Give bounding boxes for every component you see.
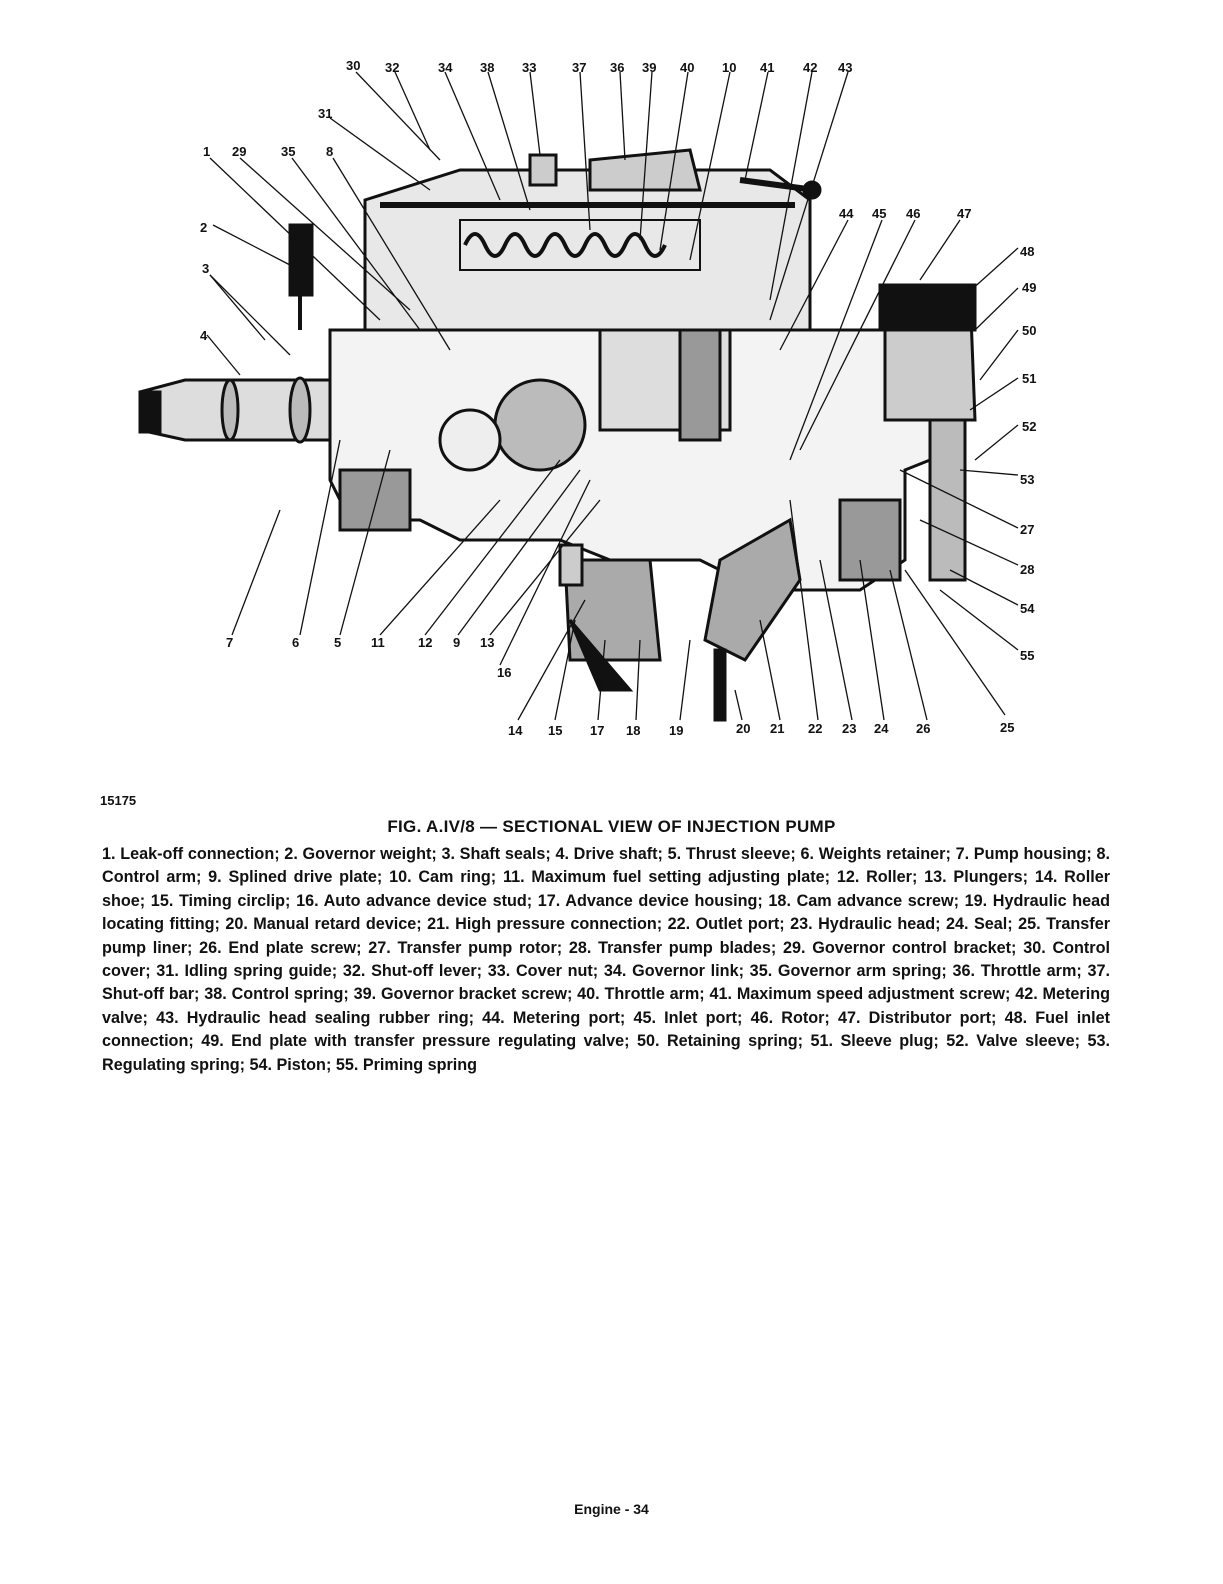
callout-31: 31 [318, 106, 333, 121]
callout-44: 44 [839, 206, 854, 221]
callout-42: 42 [803, 60, 818, 75]
callout-43: 43 [838, 60, 853, 75]
callout-36: 36 [610, 60, 625, 75]
callout-39: 39 [642, 60, 657, 75]
callout-10: 10 [722, 60, 737, 75]
callout-8: 8 [326, 144, 334, 159]
callout-23: 23 [842, 721, 857, 736]
callout-2: 2 [200, 220, 208, 235]
figure-caption-legend: 1. Leak-off connection; 2. Governor weight; 3. Shaft seals; 4. Drive shaft; 5. Thrust sleeve; 6. Weights retainer; 7. Pump housing; 8. Control arm; 9. Splined drive plate; 10. Cam ring; 11. Maximum fuel setting adjusting plate; 12. Roller; 13. Plungers; 14. Roller shoe; 15. Timing circlip; 16. Auto advance device stud; 17. Advance device housing; 18. Cam advance screw; 19. Hydraulic head locating fitting; 20. Manual retard device; 21. High pressure connection; 22. Outlet port; 23. Hydraulic head; 24. Seal; 25. Transfer pump liner; 26. End plate screw; 27. Transfer pump rotor; 28. Transfer pump blades; 29. Governor control bracket; 30. Control cover; 31. Idling spring guide; 32. Shut-off lever; 33. Cover nut; 34. Governor link; 35. Governor arm spring; 36. Throttle arm; 37. Shut-off bar; 38. Control spring; 39. Governor bracket screw; 40. Throttle arm; 41. Maximum speed adjustment screw; 42. Metering valve; 43. Hydraulic head sealing rubber ring; 44. Metering port; 45. Inlet port; 46. Rotor; 47. Distributor port; 48. Fuel inlet connection; 49. End plate with transfer pressure regulating valve; 50. Retaining spring; 51. Sleeve plug; 52. Valve sleeve; 53. Regulating spring; 54. Piston; 55. Priming spring [102, 845, 1110, 1074]
callout-15: 15 [548, 723, 563, 738]
callout-3: 3 [202, 261, 210, 276]
callout-50: 50 [1022, 323, 1037, 338]
callout-48: 48 [1020, 244, 1035, 259]
callout-18: 18 [626, 723, 641, 738]
callout-1: 1 [203, 144, 211, 159]
callout-20: 20 [736, 721, 751, 736]
callout-9: 9 [453, 635, 461, 650]
callout-21: 21 [770, 721, 785, 736]
callout-32: 32 [385, 60, 400, 75]
callout-19: 19 [669, 723, 684, 738]
callout-40: 40 [680, 60, 695, 75]
callout-17: 17 [590, 723, 605, 738]
callout-29: 29 [232, 144, 247, 159]
callout-41: 41 [760, 60, 775, 75]
callout-54: 54 [1020, 601, 1035, 616]
callout-49: 49 [1022, 280, 1037, 295]
callout-37: 37 [572, 60, 587, 75]
callout-14: 14 [508, 723, 523, 738]
callout-5: 5 [334, 635, 342, 650]
callout-22: 22 [808, 721, 823, 736]
callout-46: 46 [906, 206, 921, 221]
callout-52: 52 [1022, 419, 1037, 434]
callout-16: 16 [497, 665, 512, 680]
callout-24: 24 [874, 721, 889, 736]
callout-12: 12 [418, 635, 433, 650]
callout-47: 47 [957, 206, 972, 221]
callout-45: 45 [872, 206, 887, 221]
callout-53: 53 [1020, 472, 1035, 487]
callout-55: 55 [1020, 648, 1035, 663]
callout-11: 11 [371, 635, 385, 650]
callout-13: 13 [480, 635, 495, 650]
callout-6: 6 [292, 635, 300, 650]
figure-reference-number: 15175 [100, 793, 137, 808]
callout-26: 26 [916, 721, 931, 736]
injection-pump-illustration [0, 0, 1223, 790]
callout-35: 35 [281, 144, 296, 159]
page-footer: Engine - 34 [574, 1501, 649, 1517]
callout-51: 51 [1022, 371, 1037, 386]
callout-33: 33 [522, 60, 537, 75]
callout-28: 28 [1020, 562, 1035, 577]
callout-4: 4 [200, 328, 208, 343]
figure-title: FIG. A.IV/8 — SECTIONAL VIEW OF INJECTION PUMP [387, 817, 836, 836]
callout-38: 38 [480, 60, 495, 75]
callout-30: 30 [346, 58, 361, 73]
callout-34: 34 [438, 60, 453, 75]
callout-25: 25 [1000, 720, 1015, 735]
callout-7: 7 [226, 635, 234, 650]
callout-27: 27 [1020, 522, 1035, 537]
pump-drawing [140, 150, 975, 720]
